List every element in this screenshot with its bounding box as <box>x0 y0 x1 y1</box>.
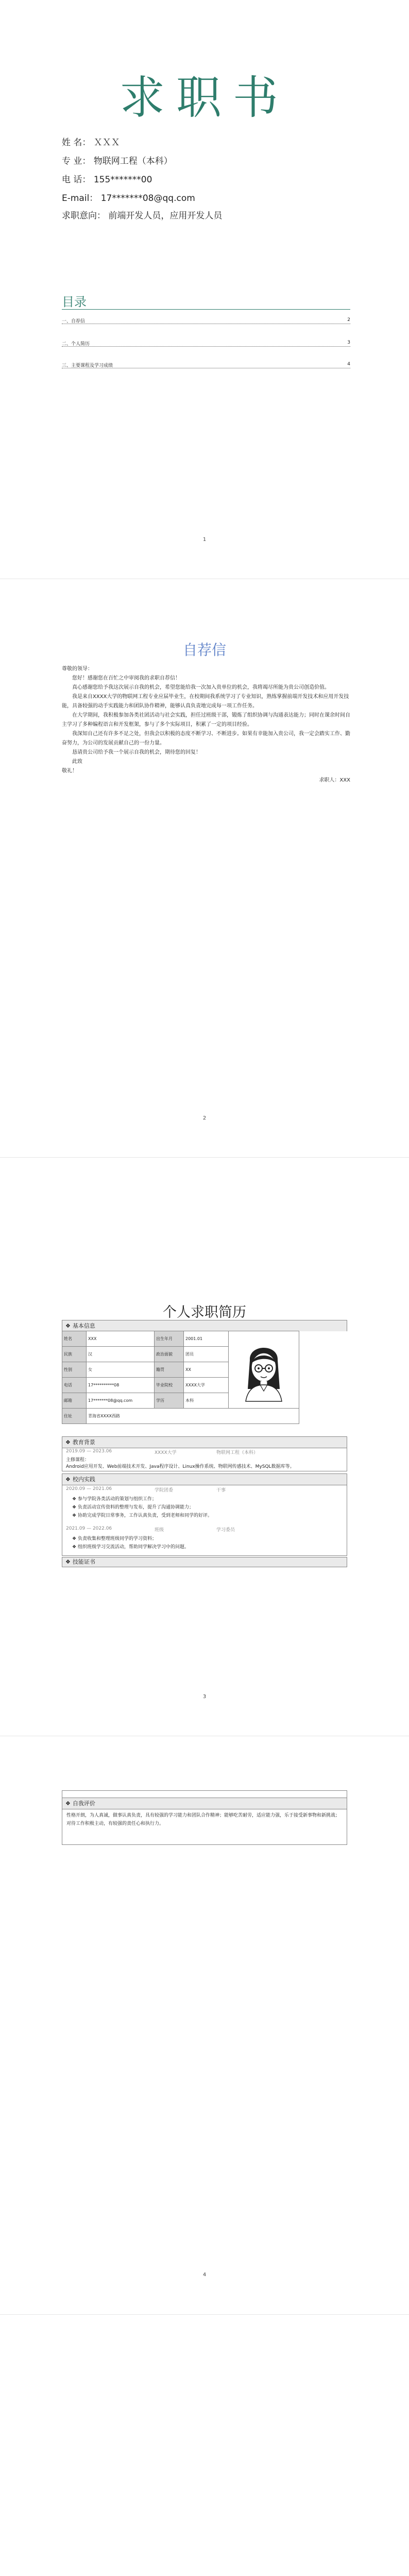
letter-title: 自荐信 <box>182 641 226 658</box>
toc-item-page: 2 <box>347 317 350 323</box>
cell-label: 籍贯 <box>155 1362 184 1378</box>
cell-label: 邮箱 <box>62 1393 87 1409</box>
edu-desc: Android应用开发、Web前端技术开发、Java程序设计、Linux操作系统、物联网传感技术、MySQL数据库等。 <box>66 1464 295 1469</box>
toc-item[interactable] <box>62 362 350 368</box>
intent-label: 求职意向： <box>62 211 106 221</box>
cell-label: 民族 <box>62 1347 87 1362</box>
skills-heading: 技能证书 <box>72 1558 95 1565</box>
name-label: 姓 名： <box>62 138 91 148</box>
list-item: ❖ 参与学院各类活动的策划与组织工作； <box>72 1497 157 1502</box>
campus-role: 干事 <box>216 1488 226 1493</box>
list-item: ❖ 组织班级学习交流活动，帮助同学解决学习中的问题。 <box>72 1545 189 1550</box>
toc-item-label: 三、主要课程及学习成绩 <box>62 363 113 368</box>
cell-label: 姓名 <box>62 1331 87 1347</box>
evaluation-heading: 自我评价 <box>72 1800 95 1807</box>
cell-label: 毕业院校 <box>155 1378 184 1393</box>
table-row <box>62 1331 299 1347</box>
evaluation-text: 性格开朗，为人真诚，做事认真负责，具有较强的学习能力和团队合作精神；能够吃苦耐劳，适应能力强，乐于接受新事物和新挑战；对待工作积极主动，有较强的责任心和执行力。 <box>66 1813 340 1826</box>
edu-date: 2019.09 — 2023.06 <box>66 1449 112 1454</box>
edu-major: 物联网工程（本科） <box>216 1450 259 1455</box>
toc-item-label: 二、个人简历 <box>62 342 90 347</box>
letter-salute: 敬礼！ <box>62 768 77 774</box>
letter-paragraph: 恳请贵公司给予我一个展示自我的机会，期待您的回复！ <box>72 750 201 755</box>
toc-item-label: 一、自荐信 <box>62 319 86 324</box>
campus-org: 班级 <box>155 1528 164 1533</box>
portrait-illustration <box>230 1333 297 1405</box>
major-value: 物联网工程（本科） <box>93 156 173 166</box>
cell-label: 电话 <box>62 1378 87 1393</box>
letter-signature: 求职人：XXX <box>319 777 350 783</box>
list-item: ❖ 负责收集和整理班级同学的学习资料； <box>72 1536 157 1541</box>
cell-value: 青海省XXXX西路 <box>87 1409 299 1424</box>
page-break <box>0 1157 409 1158</box>
toc-item-page: 3 <box>347 340 350 345</box>
campus-date: 2021.09 — 2022.06 <box>66 1526 112 1531</box>
cell-value: XXXX大学 <box>184 1378 229 1393</box>
resume-title: 个人求职简历 <box>163 1304 246 1320</box>
cell-label: 性别 <box>62 1362 87 1378</box>
self-evaluation-section: ❖ 自我评价 性格开朗，为人真诚，做事认真负责，具有较强的学习能力和团队合作精神；能够吃苦耐劳，适应能力强，乐于接受新事物和新挑战；对待工作积极主动，有较强的责任心和执行力。 <box>62 1798 347 1845</box>
cover-title: 求职书 <box>119 71 289 124</box>
cell-label: 政治面貌 <box>155 1347 184 1362</box>
toc-item[interactable] <box>62 340 350 347</box>
campus-section: ❖ 校内实践 <box>62 1473 347 1556</box>
education-heading: 教育背景 <box>72 1439 95 1446</box>
cell-value: XX <box>184 1362 229 1378</box>
education-section: ❖ 教育背景 <box>62 1436 347 1471</box>
table-row <box>62 1409 299 1424</box>
cell-value: 17**********08 <box>87 1378 155 1393</box>
intent-value: 前端开发人员，应用开发人员 <box>108 211 223 221</box>
cell-value: 汉 <box>87 1347 155 1362</box>
campus-org: 学院团委 <box>155 1488 174 1493</box>
letter-paragraph: 真心感谢您给予我这次展示自我的机会，希望您能给我一次加入贵单位的机会，我将竭尽所能为贵公司创造价值。 <box>72 685 330 690</box>
cell-value: 2001.01 <box>184 1331 229 1347</box>
email-line <box>62 191 195 204</box>
campus-date: 2020.09 — 2021.06 <box>66 1486 112 1492</box>
phone-label: 电 话： <box>62 175 91 185</box>
letter-paragraph: 您好！感谢您在百忙之中审阅我的求职自荐信！ <box>72 675 180 681</box>
major-line <box>62 154 173 166</box>
cell-value: 17*******08@qq.com <box>87 1393 155 1409</box>
cell-label: 住址 <box>62 1409 87 1424</box>
campus-role: 学习委员 <box>216 1528 235 1533</box>
campus-heading: 校内实践 <box>72 1476 95 1483</box>
avatar <box>229 1331 299 1409</box>
letter-closing: 此致 <box>72 759 82 765</box>
letter-paragraph: 我深知自己还有许多不足之处，但我会以积极的态度不断学习、不断进步。如果有幸能加入贵公司，我一定会踏实工作、勤奋努力，为公司的发展贡献自己的一份力量。 <box>62 731 350 746</box>
cell-value: 女 <box>87 1362 155 1378</box>
email-value: 17*******08@qq.com <box>100 193 195 204</box>
page-break <box>0 2314 409 2315</box>
page-number: 4 <box>202 2272 207 2278</box>
toc-item-page: 4 <box>347 362 350 367</box>
cell-value: XXX <box>87 1331 155 1347</box>
letter-body <box>62 665 350 785</box>
edu-school: XXXX大学 <box>155 1450 177 1455</box>
cell-label: 学历 <box>155 1393 184 1409</box>
edu-desc-label: 主修课程： <box>66 1458 90 1463</box>
cell-value: 本科 <box>184 1393 229 1409</box>
page-1 <box>0 0 409 579</box>
email-label: E-mail： <box>62 193 98 204</box>
basic-info-header: ❖ 基本信息 <box>62 1320 347 1331</box>
name-line <box>62 135 120 148</box>
major-label: 专 业： <box>62 156 91 166</box>
letter-paragraph: 在大学期间，我积极参加各类社团活动与社会实践，担任过班级干部，锻炼了组织协调与沟通表达能力；同时在课余时间自主学习了多种编程语言和开发框架，参与了多个实际项目，积累了一定的项目经验。 <box>62 713 350 727</box>
basic-info-heading: 基本信息 <box>72 1323 95 1329</box>
name-value: ＸＸＸ <box>93 138 120 148</box>
phone-line <box>62 172 152 185</box>
page-number: 2 <box>202 1115 207 1121</box>
list-item: ❖ 协助完成学院日常事务，工作认真负责，受到老师和同学的好评。 <box>72 1513 212 1518</box>
toc-item[interactable] <box>62 317 350 324</box>
page-number: 1 <box>202 537 207 543</box>
list-item: ❖ 负责活动宣传资料的整理与发布，提升了沟通协调能力； <box>72 1505 194 1510</box>
cell-label: 出生年月 <box>155 1331 184 1347</box>
page-number: 3 <box>202 1694 207 1700</box>
cell-value: 团员 <box>184 1347 229 1362</box>
letter-greeting: 尊敬的领导： <box>62 666 93 672</box>
intent-line <box>62 208 222 221</box>
basic-info-table <box>62 1331 299 1424</box>
skills-continuation <box>62 1790 347 1798</box>
phone-value: 155*******00 <box>93 175 152 185</box>
skills-section: ❖ 技能证书 <box>62 1557 347 1567</box>
toc-divider <box>62 309 350 310</box>
letter-paragraph: 我是来自XXXX大学的物联网工程专业应届毕业生，在校期间我系统学习了专业知识，熟练掌握前端开发技术和应用开发技能，具备较强的动手实践能力和团队协作精神，能够认真负责地完成每一项工作任务。 <box>62 694 349 709</box>
toc-title: 目录 <box>62 295 87 309</box>
